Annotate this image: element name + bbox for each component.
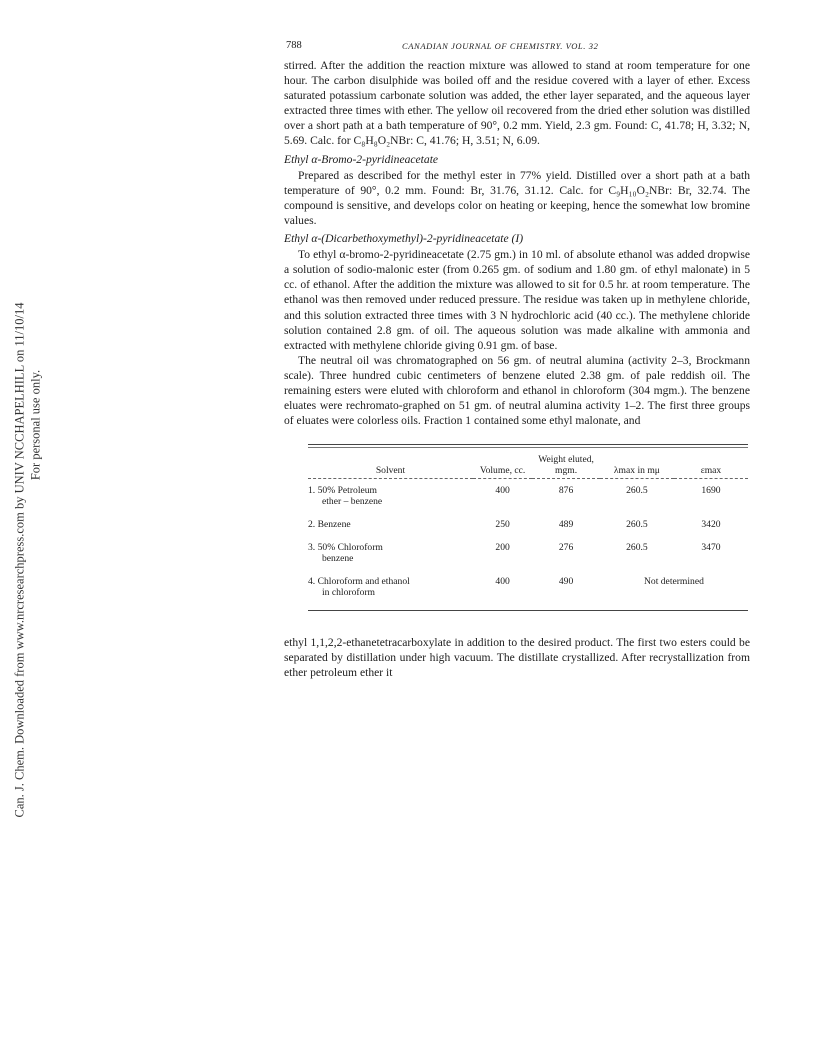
header-epsilon-max: εmax [700,465,722,477]
header-lambda-max: λmax in mμ [613,465,660,477]
cell-epsilon: 3470 [701,542,721,554]
page-header [284,40,750,58]
cell-solvent: 1. 50% Petroleum [308,485,378,497]
table-row [308,513,748,536]
table-row [308,570,748,604]
table-bottom-rule [308,610,748,611]
cell-volume: 200 [495,542,510,554]
table-top-rule [308,444,748,445]
cell-epsilon: 3420 [701,519,721,531]
cell-solvent: 4. Chloroform and ethanol [308,576,410,588]
personal-use-notice: For personal use only. [28,369,43,481]
cell-volume: 250 [495,519,510,531]
cell-solvent: 3. 50% Chloroform [308,542,383,554]
cell-weight: 489 [558,519,574,531]
chromatography-table [308,444,748,611]
cell-weight: 490 [558,576,574,588]
header-solvent: Solvent [375,465,406,477]
paragraph-4: The neutral oil was chromatographed on 56 gm. of neutral alumina (activity 2–3, Brockmann scale). Three hundred cubic centimeters of benzene eluted 2.38 gm. of pale reddish oil. The remaining esters were eluted with chloroform and ethanol in chloroform (304 mgm.). The benzene eluates were rechromato-graphed on 51 gm. of neutral alumina activity 1–2. The first three groups of eluates were colorless oils. Fraction 1 contained some ethyl malonate, and [284,353,750,428]
cell-weight: 276 [558,542,574,554]
table-row [308,479,748,513]
cell-solvent: 2. Benzene [308,519,351,531]
cell-volume: 400 [495,485,510,497]
running-title: CANADIAN JOURNAL OF CHEMISTRY. VOL. 32 [402,41,599,51]
cell-solvent-cont: ether – benzene [322,496,383,508]
paragraph-5: ethyl 1,1,2,2-ethanetetracarboxylate in addition to the desired product. The first two esters could be separated by distillation under high vacuum. The distillate crystallized. After recrystallization from ether petroleum ether it [284,636,750,680]
section-heading-bromo-ester: Ethyl α-Bromo-2-pyridineacetate [284,152,439,166]
page-number: 788 [286,40,302,51]
cell-solvent-cont: in chloroform [322,587,376,599]
cell-lambda: 260.5 [626,485,648,497]
cell-lambda: 260.5 [626,519,648,531]
table-row [308,536,748,570]
elution-table [308,448,748,604]
download-watermark [0,300,56,820]
cell-weight: 876 [558,485,574,497]
download-notice: Can. J. Chem. Downloaded from www.nrcresearchpress.com by UNIV NCCHAPELHILL on 11/10/14 [12,302,27,818]
table-header-row [308,448,748,479]
header-weight: Weight eluted, mgm. [538,454,594,477]
section-heading-dicarbethoxymethyl: Ethyl α-(Dicarbethoxymethyl)-2-pyridineacetate (I) [284,232,524,246]
cell-not-determined: Not determined [643,576,704,588]
header-volume: Volume, cc. [479,465,526,477]
cell-epsilon: 1690 [701,485,721,497]
paragraph-2: Prepared as described for the methyl ester in 77% yield. Distilled over a short path at a bath temperature of 90°, 0.2 mm. Found: Br, 31.76, 31.12. Calc. for C₉H₁₀O₂NBr: Br, 32.74. The compound is sensitive, and develops color on heating or keeping, hence the somewhat low bromine values. [284,168,750,227]
cell-volume: 400 [495,576,510,588]
journal-page [284,40,750,681]
paragraph-1: stirred. After the addition the reaction mixture was allowed to stand at room temperature for one hour. The carbon disulphide was boiled off and the residue covered with a layer of ether. Excess saturated potassium carbonate solution was added, the ether layer separated, and the aqueous layer extracted three times with ether. The yellow oil recovered from the dried ether solution was distilled over a short path at a bath temperature of 90°, 0.2 mm. Yield, 2.3 gm. Found: C, 41.78; H, 3.32; N, 5.69. Calc. for C₈H₈O₂NBr: C, 41.76; H, 3.51; N, 6.09. [284,59,750,148]
cell-lambda: 260.5 [626,542,648,554]
cell-solvent-cont: benzene [322,553,354,565]
paragraph-3: To ethyl α-bromo-2-pyridineacetate (2.75 gm.) in 10 ml. of absolute ethanol was added dropwise a solution of sodio-malonic ester (from 0.265 gm. of sodium and 1.80 gm. of ethyl malonate) in 5 cc. of ethanol. After the addition the mixture was allowed to sit for 0.5 hr. at room temperature. The ethanol was then removed under reduced pressure. The residue was taken up in methylene chloride, and this solution extracted three times with 3 N hydrochloric acid (40 cc.). The methylene chloride solution contained 2.8 gm. of oil. The aqueous solution was made alkaline with ammonia and extracted with methylene chloride giving 0.91 gm. of base. [284,248,750,352]
